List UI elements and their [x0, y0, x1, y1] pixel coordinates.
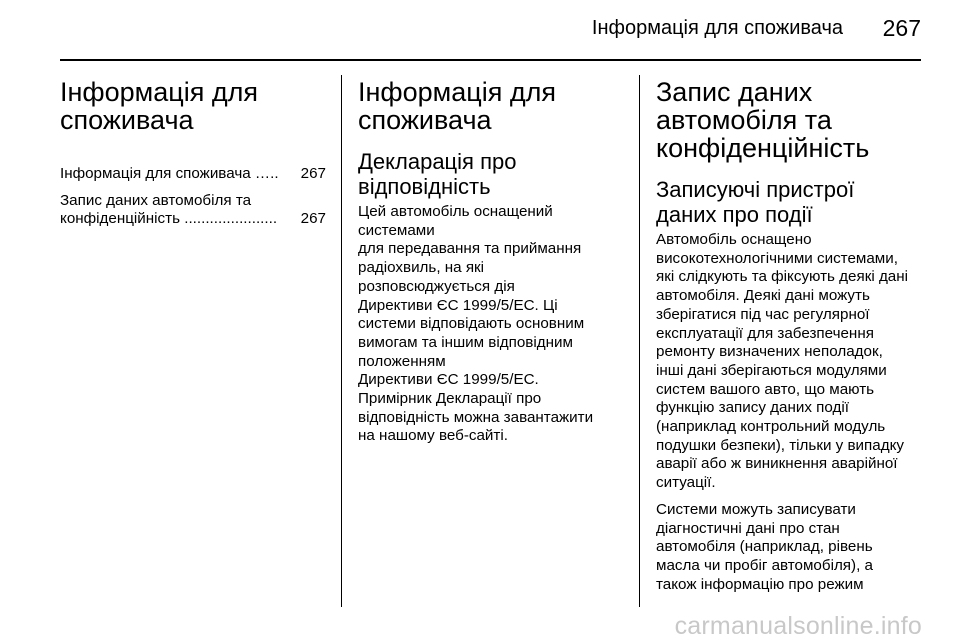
body-paragraph: Автомобіль оснащено високотехнологічними системами, які слідкують та фіксують деякі дані автомобіля. Деякі дані можуть зберігатися під час регулярної експлуатації для забезпечення ремонту визначених неполадок, інші дані зберігаються модулями систем вашого авто, що мають функцію запису даних події (наприклад контрольний модуль подушки безпеки), тільки у випадку аварії або ж виникнення аварійної ситуації.	[656, 231, 909, 492]
section-title: Інформація для споживача	[358, 77, 556, 135]
subsection-title: Записуючі пристрої даних про події	[656, 177, 855, 227]
toc-leader-dots: ......................	[184, 210, 278, 228]
subsection-title: Декларація про відповідність	[358, 149, 517, 199]
column-divider-left	[341, 75, 342, 607]
toc-entry[interactable]	[60, 165, 326, 184]
section-title: Запис даних автомобіля та конфіденційність	[656, 77, 870, 163]
toc-leader-dots: …..	[254, 165, 279, 182]
table-of-contents	[60, 165, 326, 229]
chapter-title: Інформація для споживача	[60, 77, 258, 135]
watermark: carmanualsonline.info	[674, 612, 922, 640]
right-column	[656, 74, 924, 594]
middle-column	[358, 74, 613, 446]
toc-entry[interactable]	[60, 192, 326, 229]
toc-entry-label: Інформація для споживача …..	[60, 165, 279, 182]
page-header	[0, 0, 960, 50]
left-column	[60, 74, 326, 237]
toc-entry-page: 267	[300, 210, 326, 228]
toc-entry-label: Запис даних автомобіля та конфіденційність ......................	[60, 191, 278, 228]
running-header-title: Інформація для споживача	[591, 17, 843, 39]
toc-entry-page: 267	[300, 165, 326, 182]
column-divider-right	[639, 75, 640, 607]
body-paragraph: Системи можуть записувати діагностичні дані про стан автомобіля (наприклад, рівень масла чи пробіг автомобіля), а також інформацію про режим	[656, 500, 873, 593]
body-paragraph: Цей автомобіль оснащений системами для передавання та приймання радіохвиль, на які розповсюджується дія Директиви ЄС 1999/5/ЕС. Ці системи відповідають основним вимогам та іншим відповідним положенням Директиви ЄС 1999/5/ЕС. Примірник Декларації про відповідність можна завантажити на нашому веб-сайті.	[358, 203, 594, 445]
page-number: 267	[882, 15, 921, 41]
header-rule	[60, 59, 921, 61]
